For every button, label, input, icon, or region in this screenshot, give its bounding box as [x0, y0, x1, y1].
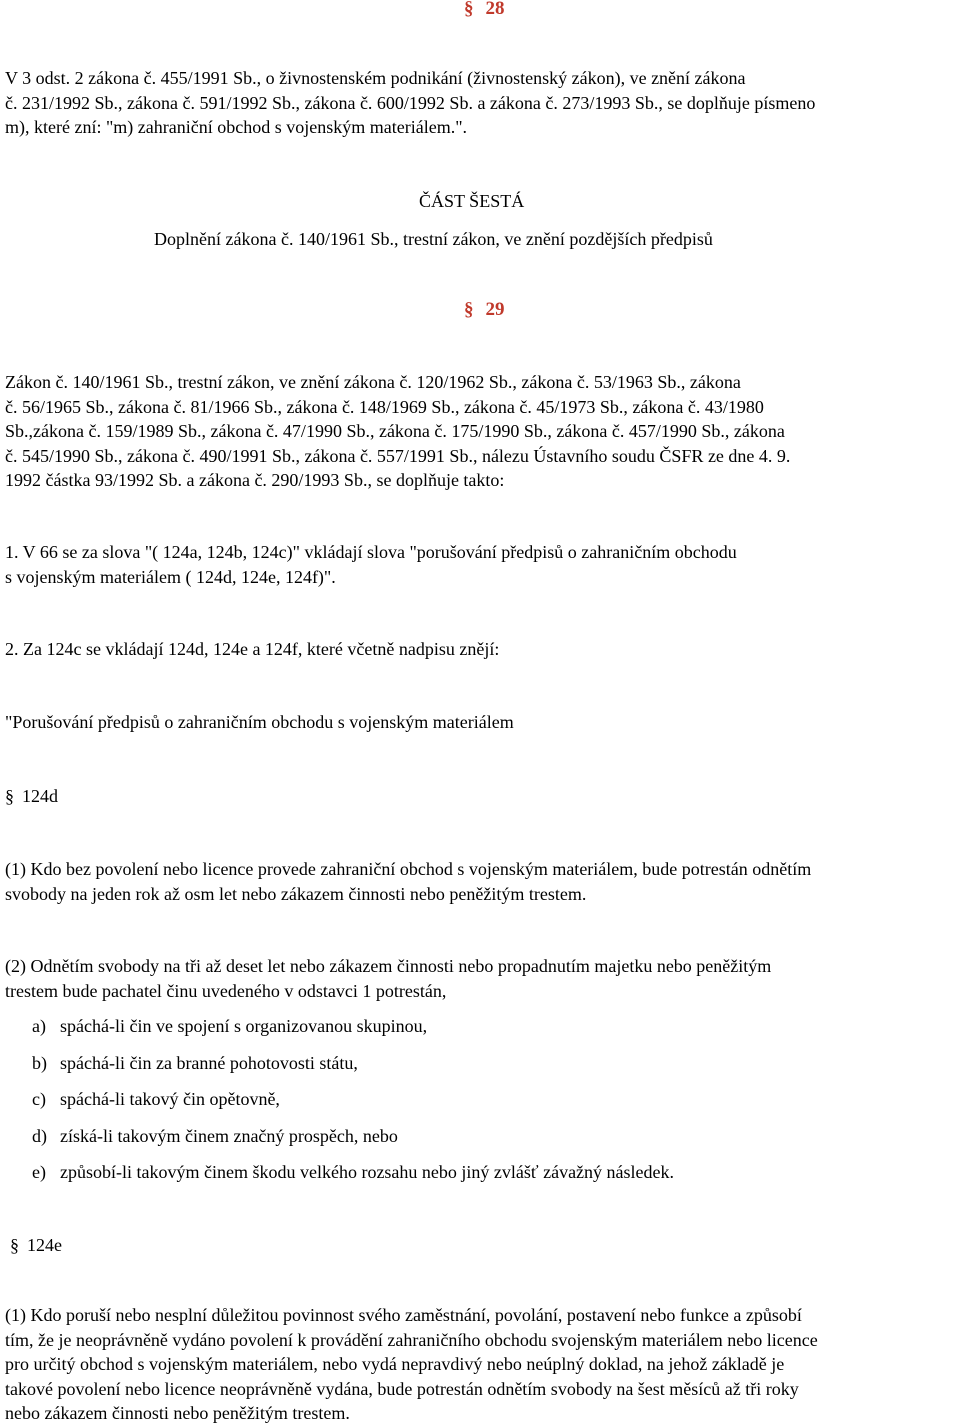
section-symbol: § [464, 0, 474, 19]
text-line: pro určitý obchod s vojenským materiálem, nebo vydá nepravdivý nebo neúplný doklad, na jehož základě je [5, 1354, 785, 1374]
list-item [32, 1014, 427, 1038]
par-124d-sub1 [5, 857, 955, 906]
section-29-heading [464, 298, 505, 322]
point-1-line: s vojenským materiálem ( 124d, 124e, 124f)". [5, 566, 336, 587]
point-1-line: 1. V 66 se za slova "( 124a, 124b, 124c)" vkládají slova "porušování předpisů o zahraničním obchodu [5, 542, 737, 562]
list-item [32, 1051, 358, 1075]
list-item-text: získá-li takovým činem značný prospěch, nebo [60, 1126, 398, 1146]
section-number: 28 [485, 0, 505, 19]
section-symbol-icon: § [5, 786, 14, 806]
list-item-text: spáchá-li čin ve spojení s organizovanou skupinou, [60, 1016, 428, 1036]
intro-paragraph [5, 66, 955, 140]
list-item [32, 1160, 674, 1184]
text-line: (1) Kdo poruší nebo nesplní důležitou povinnost svého zaměstnání, povolání, postavení nebo funkce a způsobí [5, 1305, 802, 1325]
paragraph-number: 124d [22, 786, 58, 806]
section-28-heading [464, 0, 505, 21]
text-line: svobody na jeden rok až osm let nebo zákazem činnosti nebo peněžitým trestem. [5, 883, 587, 904]
amend-line: Zákon č. 140/1961 Sb., trestní zákon, ve znění zákona č. 120/1962 Sb., zákona č. 53/1963 Sb., zákona [5, 372, 741, 392]
list-item-text: způsobí-li takovým činem škodu velkého rozsahu nebo jiný zvlášť závažný následek. [60, 1162, 675, 1182]
text-line: tím, že je neoprávněně vydáno povolení k provádění zahraničního obchodu svojenským materiálem nebo licence [5, 1329, 818, 1350]
text-line: takové povolení nebo licence neoprávněně vydána, bude potrestán odnětím svobody na šest měsíců až tři roky [5, 1378, 799, 1399]
quoted-heading: "Porušování předpisů o zahraničním obchodu s vojenským materiálem [5, 712, 514, 732]
par-124e-sub1 [5, 1303, 955, 1426]
list-item-text: spáchá-li čin za branné pohotovosti státu, [60, 1053, 358, 1073]
intro-line: V 3 odst. 2 zákona č. 455/1991 Sb., o živnostenském podnikání (živnostenský zákon), ve znění zákona [5, 68, 746, 88]
list-item-text: spáchá-li takový čin opětovně, [60, 1089, 280, 1109]
list-item-label: c) [32, 1089, 46, 1109]
paragraph-124e-heading [10, 1233, 62, 1257]
list-item-label: d) [32, 1126, 47, 1146]
list-item [32, 1124, 398, 1148]
section-number: 29 [485, 299, 505, 320]
text-line: (1) Kdo bez povolení nebo licence provede zahraniční obchod s vojenským materiálem, bude potrestán odnětím [5, 859, 812, 879]
paragraph-124d-heading [5, 784, 58, 808]
amend-line: Sb.,zákona č. 159/1989 Sb., zákona č. 47/1990 Sb., zákona č. 175/1990 Sb., zákona č. 457/1990 Sb., zákona [5, 421, 785, 441]
amend-line: 1992 částka 93/1992 Sb. a zákona č. 290/1993 Sb., se doplňuje takto: [5, 470, 505, 490]
point-2: 2. Za 124c se vkládají 124d, 124e a 124f, které včetně nadpisu znějí: [5, 639, 500, 659]
part-subtitle: Doplnění zákona č. 140/1961 Sb., trestní zákon, ve znění pozdějších předpisů [154, 229, 713, 249]
part-title: ČÁST ŠESTÁ [419, 191, 525, 211]
section-symbol: § [464, 299, 474, 320]
par-124d-sub2 [5, 954, 955, 1003]
intro-line: č. 231/1992 Sb., zákona č. 591/1992 Sb., zákona č. 600/1992 Sb. a zákona č. 273/1993 Sb., se doplňuje písmeno [5, 92, 816, 113]
text-line: nebo zákazem činnosti nebo peněžitým trestem. [5, 1403, 350, 1423]
point-1 [5, 540, 955, 589]
amend-line: č. 545/1990 Sb., zákona č. 490/1991 Sb., zákona č. 557/1991 Sb., nálezu Ústavního soudu ČSFR ze dne 4. 9. [5, 445, 791, 466]
intro-line: m), které zní: "m) zahraniční obchod s vojenským materiálem.". [5, 117, 468, 137]
text-line: (2) Odnětím svobody na tři až deset let nebo zákazem činnosti nebo propadnutím majetku nebo peněžitým [5, 956, 772, 976]
list-item-label: e) [32, 1162, 46, 1182]
text-line: trestem bude pachatel činu uvedeného v odstavci 1 potrestán, [5, 980, 447, 1001]
list-item [32, 1087, 280, 1111]
paragraph-number: 124e [27, 1235, 62, 1255]
section-symbol-icon: § [10, 1235, 19, 1255]
list-item-label: b) [32, 1053, 47, 1073]
list-item-label: a) [32, 1016, 46, 1036]
amend-line: č. 56/1965 Sb., zákona č. 81/1966 Sb., zákona č. 148/1969 Sb., zákona č. 45/1973 Sb., zákona č. 43/1980 [5, 396, 764, 417]
amendment-paragraph [5, 370, 955, 493]
